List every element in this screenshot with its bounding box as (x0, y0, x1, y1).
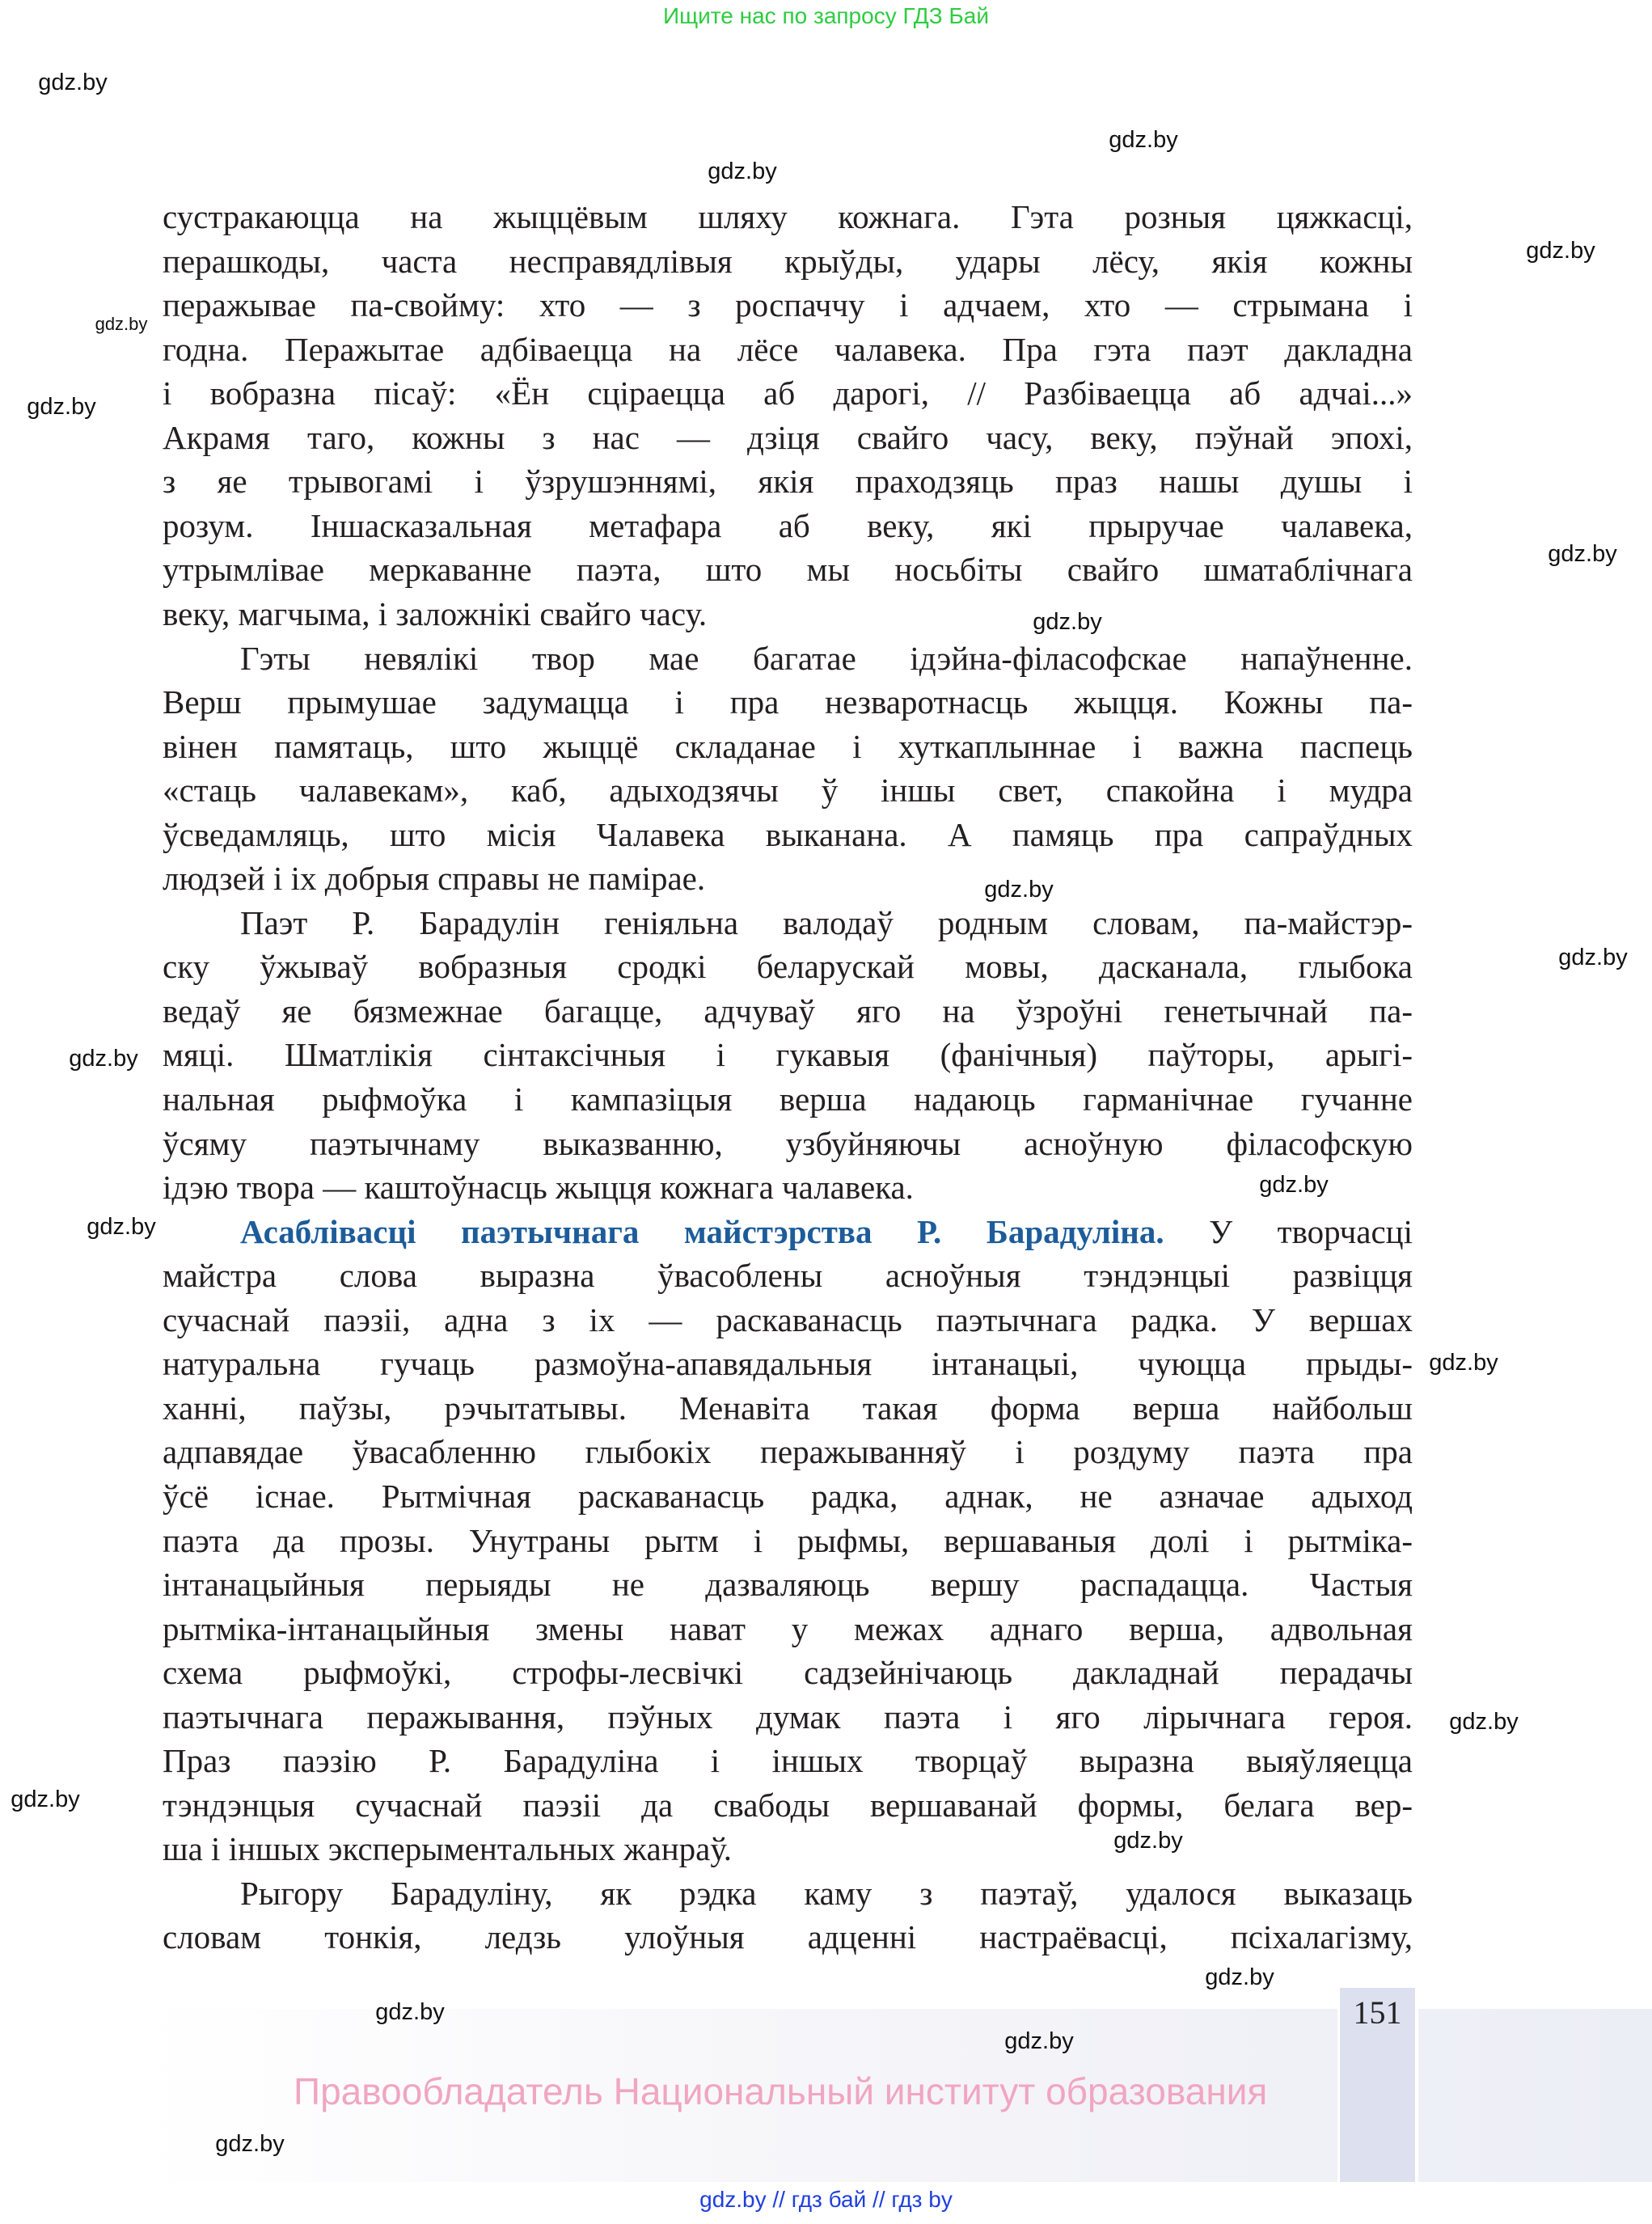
text-line: тэндэнцыя сучаснай паэзіі да свабоды вершаванай формы, белага вер- (163, 1786, 1413, 1824)
text-line: схема рыфмоўкі, строфы-лесвічкі садзейнічаюць дакладнай перадачы (163, 1654, 1413, 1692)
watermark: gdz.by (708, 159, 777, 184)
text-line: ша і іншых эксперыментальных жанраў. (163, 1830, 733, 1868)
watermark: gdz.by (38, 70, 108, 95)
page-number-box (1337, 1988, 1418, 2182)
watermark: gdz.by (95, 314, 148, 334)
watermark: gdz.by (1004, 2028, 1074, 2054)
watermark: gdz.by (69, 1046, 138, 1072)
text-line: ўсяму паэтычнаму выказванню, узбуйняючы асноўную філасофскую (163, 1124, 1413, 1162)
section-heading-line (240, 1210, 1413, 1254)
text-line: Паэт Р. Барадулін геніяльна валодаў родным словам, па-майстэр- (240, 903, 1413, 941)
watermark: gdz.by (1429, 1350, 1498, 1376)
watermark: gdz.by (1548, 541, 1617, 567)
text-line: Верш прымушае задумацца і пра незваротнасць жыцця. Кожны па- (163, 683, 1413, 721)
watermark: gdz.by (11, 1786, 80, 1812)
page-number: 151 (1353, 1994, 1402, 2031)
text-line: словам тонкія, ледзь улоўныя адценні настраёвасці, псіхалагізму, (163, 1918, 1413, 1956)
watermark: gdz.by (1259, 1172, 1329, 1198)
watermark: gdz.by (375, 1999, 445, 2025)
text-line: майстра слова выразна ўвасоблены асноўныя тэндэнцыі развіцця (163, 1257, 1413, 1295)
text-line: «стаць чалавекам», каб, адыходзячы ў іншы свет, спакойна і мудра (163, 772, 1413, 810)
watermark: gdz.by (1449, 1709, 1519, 1735)
watermark: gdz.by (27, 394, 96, 420)
text-line: сустракаюцца на жыццёвым шляху кожнага. Гэта розныя цяжкасці, (163, 198, 1413, 235)
text-line: перашкоды, часта несправядлівыя крыўды, удары лёсу, якія кожны (163, 242, 1413, 280)
text-line: Рыгору Барадуліну, як рэдка каму з паэтаў, удалося выказаць (240, 1874, 1413, 1912)
text-line: мяці. Шматлікія сінтаксічныя і гукавыя (фанічныя) паўторы, арыгі- (163, 1036, 1413, 1074)
text-line: паэта да прозы. Унутраны рытм і рыфмы, вершаваныя долі і рытміка- (163, 1521, 1413, 1559)
text-line: рытміка-інтанацыйныя змены нават у межах аднаго верша, адвольная (163, 1609, 1413, 1647)
text-line: утрымлівае меркаванне паэта, што мы носьбіты свайго шматаблічнага (163, 551, 1413, 589)
text-line: Праз паэзію Р. Барадуліна і іншых творцаў выразна выяўляецца (163, 1742, 1413, 1780)
text-line: вінен памятаць, што жыццё складанае і хуткаплыннае і важна паспець (163, 727, 1413, 765)
text-line: натуральна гучаць размоўна-апавядальныя інтанацыі, чуюцца прыды- (163, 1345, 1413, 1383)
text-line: Акрамя таго, кожны з нас — дзіця свайго часу, веку, пэўнай эпохі, (163, 418, 1413, 456)
text-line: ску ўжываў вобразныя сродкі беларускай мовы, дасканала, глыбока (163, 948, 1413, 986)
text-line: ідэю твора — каштоўнасць жыцця кожнага чалавека. (163, 1169, 914, 1207)
text-line: ўсведамляць, што місія Чалавека выканана. А памяць пра сапраўдных (163, 815, 1413, 853)
text-line: з яе трывогамі і ўзрушэннямі, якія праходзяць праз нашы душы і (163, 463, 1413, 501)
footer-links[interactable]: gdz.by // гдз бай // гдз by (699, 2187, 953, 2212)
text-line: сучаснай паэзіі, адна з іх — раскаванасць паэтычнага радка. У вершах (163, 1300, 1413, 1338)
text-line: паэтычнага перажывання, пэўных думак паэта і яго лірычнага героя. (163, 1698, 1413, 1736)
rights-holder-notice: Правообладатель Национальный институт образования (294, 2070, 1268, 2112)
watermark: gdz.by (1113, 1828, 1183, 1854)
text-line: і вобразна пісаў: «Ён сціраецца аб дарогі, // Разбіваецца аб адчаі...» (163, 374, 1413, 412)
text-line: годна. Перажытае адбіваецца на лёсе чалавека. Пра гэта паэт дакладна (163, 330, 1413, 368)
text-run: У творчасці (1164, 1212, 1413, 1250)
top-banner-link[interactable]: Ищите нас по запросу ГДЗ Бай (662, 3, 990, 28)
text-line: нальная рыфмоўка і кампазіцыя верша надаюць гарманічнае гучанне (163, 1080, 1413, 1118)
watermark: gdz.by (215, 2131, 285, 2157)
text-line: людзей і іх добрыя справы не памірае. (163, 860, 706, 898)
text-line: веку, магчыма, і заложнікі свайго часу. (163, 594, 708, 632)
text-line: ўсё існае. Рытмічная раскаванасць радка, аднак, не азначае адыход (163, 1477, 1413, 1515)
text-line: адпавядае ўвасабленню глыбокіх перажыванняў і роздуму паэта пра (163, 1433, 1413, 1471)
watermark: gdz.by (984, 877, 1054, 903)
text-line: ведаў яе бязмежнае багацце, адчуваў яго на ўзроўні генетычнай па- (163, 991, 1413, 1030)
watermark: gdz.by (1205, 1964, 1274, 1990)
watermark: gdz.by (1033, 609, 1102, 635)
text-line: перажывае па-свойму: хто — з роспаччу і адчаем, хто — стрымана і (163, 286, 1413, 324)
text-line: інтанацыйныя перыяды не дазваляюць вершу распадацца. Частыя (163, 1566, 1413, 1604)
watermark: gdz.by (1526, 238, 1595, 264)
text-line: ханні, паўзы, рэчытатывы. Менавіта такая форма верша найбольш (163, 1389, 1413, 1427)
watermark: gdz.by (1109, 127, 1178, 153)
watermark: gdz.by (87, 1214, 156, 1240)
text-line: розум. Іншасказальная метафара аб веку, які прыручае чалавека, (163, 506, 1413, 544)
section-heading: Асаблівасці паэтычнага майстэрства Р. Барадуліна. (240, 1212, 1164, 1250)
watermark: gdz.by (1558, 945, 1628, 970)
text-line: Гэты невялікі твор мае багатае ідэйна-філасофскае напаўненне. (240, 639, 1413, 677)
